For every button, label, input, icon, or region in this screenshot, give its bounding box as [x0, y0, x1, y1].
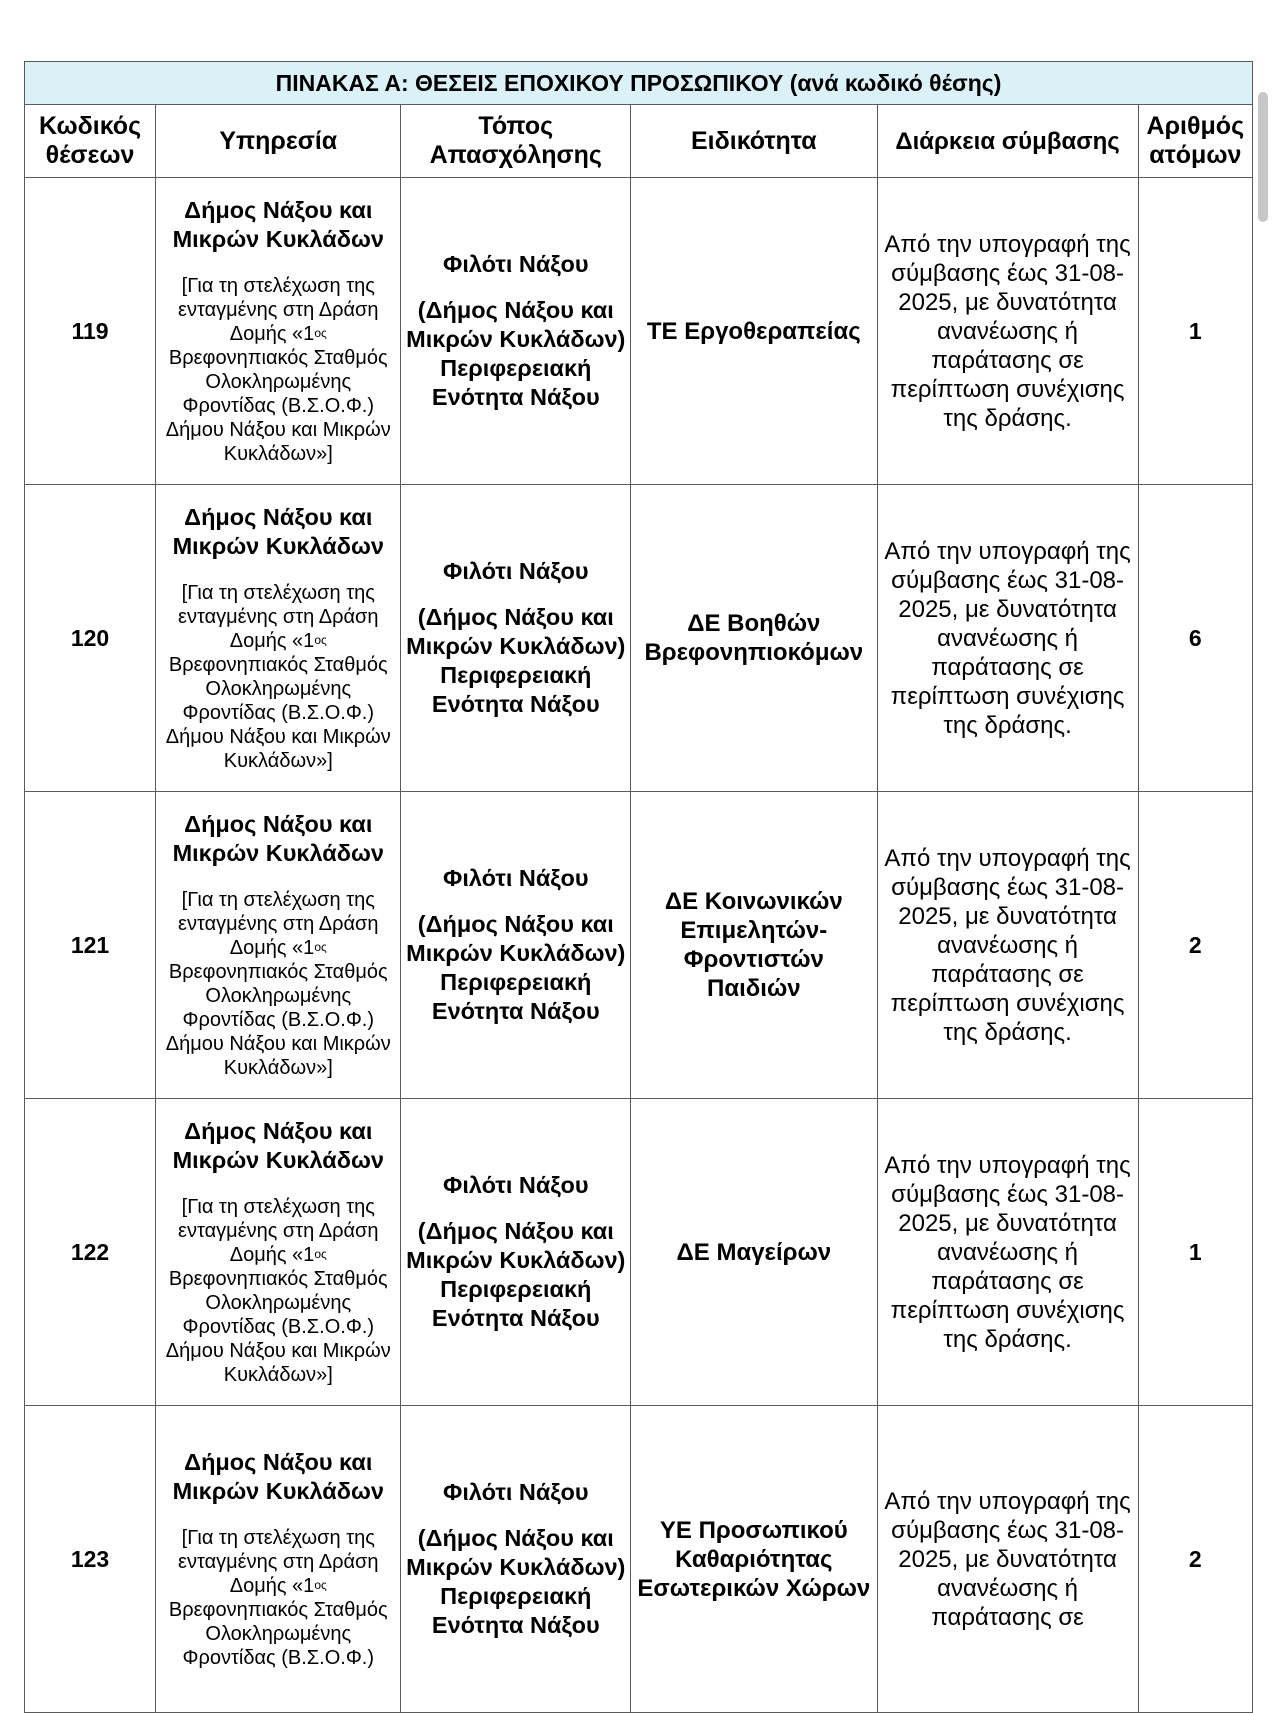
service-note-superscript: ος	[314, 1578, 327, 1592]
position-code-value: 123	[70, 1545, 110, 1572]
position-code-value: 120	[70, 624, 110, 651]
specialty: ΔΕ Μαγείρων	[676, 1238, 832, 1266]
duration: Από την υπογραφή της σύμβασης έως 31-08-2025, με δυνατότητα ανανέωσης ή παράτασης σε περίπτωση συνέχισης της δράσης.	[884, 1151, 1131, 1353]
header-place: Τόπος Απασχόλησης	[401, 105, 631, 178]
header-duration: Διάρκεια σύμβασης	[877, 105, 1138, 178]
place-cell	[401, 178, 631, 485]
service-cell	[156, 1099, 401, 1406]
service-note-superscript: ος	[314, 633, 327, 647]
table-row	[25, 1406, 1253, 1713]
position-code-value: 119	[71, 317, 109, 344]
scrollbar[interactable]	[1258, 92, 1268, 222]
service-note-text: [Για τη στελέχωση της ενταγμένης στη Δράση Δομής «1	[178, 889, 379, 959]
service-note-text-continued: Βρεφονηπιακός Σταθμός Ολοκληρωμένης Φροντίδας (Β.Σ.Ο.Φ.) Δήμου Νάξου και Μικρών Κυκλάδων»]	[165, 1268, 391, 1386]
service-note-text: [Για τη στελέχωση της ενταγμένης στη Δράση Δομής «1	[178, 1527, 379, 1597]
duration: Από την υπογραφή της σύμβασης έως 31-08-2025, με δυνατότητα ανανέωσης ή παράτασης σε	[884, 1487, 1131, 1631]
document-page	[24, 61, 1253, 1713]
specialty-cell	[631, 178, 877, 485]
duration-cell	[877, 1406, 1138, 1713]
service-note	[160, 1195, 396, 1387]
service-note-text: [Για τη στελέχωση της ενταγμένης στη Δράση Δομής «1	[178, 275, 379, 345]
place-main: Φιλότι Νάξου	[443, 251, 589, 277]
place-cell	[401, 792, 631, 1099]
table-row	[25, 792, 1253, 1099]
service-note-superscript: ος	[314, 940, 327, 954]
position-code-value: 121	[70, 931, 110, 958]
person-count: 6	[1188, 624, 1202, 651]
table-row	[25, 1099, 1253, 1406]
service-name: Δήμος Νάξου και Μικρών Κυκλάδων	[172, 1118, 384, 1173]
service-name: Δήμος Νάξου και Μικρών Κυκλάδων	[172, 1449, 384, 1504]
service-name: Δήμος Νάξου και Μικρών Κυκλάδων	[172, 197, 384, 252]
service-note	[160, 1526, 396, 1670]
person-count: 1	[1188, 1238, 1202, 1265]
duration: Από την υπογραφή της σύμβασης έως 31-08-2025, με δυνατότητα ανανέωσης ή παράτασης σε περίπτωση συνέχισης της δράσης.	[884, 230, 1131, 432]
service-note	[160, 888, 396, 1080]
count-cell	[1138, 485, 1252, 792]
specialty: ΤΕ Εργοθεραπείας	[646, 317, 861, 345]
service-name: Δήμος Νάξου και Μικρών Κυκλάδων	[172, 811, 384, 866]
place-main: Φιλότι Νάξου	[443, 1172, 589, 1198]
service-cell	[156, 178, 401, 485]
service-note-text: [Για τη στελέχωση της ενταγμένης στη Δράση Δομής «1	[178, 1196, 379, 1266]
header-count: Αριθμός ατόμων	[1138, 105, 1252, 178]
place-cell	[401, 1406, 631, 1713]
place-detail: (Δήμος Νάξου και Μικρών Κυκλάδων) Περιφερειακή Ενότητα Νάξου	[406, 297, 626, 410]
position-code	[25, 1099, 156, 1406]
service-name: Δήμος Νάξου και Μικρών Κυκλάδων	[172, 504, 384, 559]
person-count: 1	[1188, 317, 1202, 344]
position-code	[25, 485, 156, 792]
service-note-text-continued: Βρεφονηπιακός Σταθμός Ολοκληρωμένης Φροντίδας (Β.Σ.Ο.Φ.) Δήμου Νάξου και Μικρών Κυκλάδων»]	[165, 961, 391, 1079]
duration-cell	[877, 178, 1138, 485]
person-count: 2	[1188, 1545, 1202, 1572]
specialty: ΥΕ Προσωπικού Καθαριότητας Εσωτερικών Χώρων	[637, 1516, 871, 1602]
positions-table	[24, 61, 1253, 1713]
table-body	[25, 178, 1253, 1713]
place-detail: (Δήμος Νάξου και Μικρών Κυκλάδων) Περιφερειακή Ενότητα Νάξου	[406, 604, 626, 717]
service-cell	[156, 1406, 401, 1713]
specialty-cell	[631, 1099, 877, 1406]
duration-cell	[877, 485, 1138, 792]
service-note-text-continued: Βρεφονηπιακός Σταθμός Ολοκληρωμένης Φροντίδας (Β.Σ.Ο.Φ.) Δήμου Νάξου και Μικρών Κυκλάδων»]	[165, 347, 391, 465]
service-note	[160, 581, 396, 773]
service-note-text-continued: Βρεφονηπιακός Σταθμός Ολοκληρωμένης Φροντίδας (Β.Σ.Ο.Φ.)	[168, 1599, 388, 1669]
place-main: Φιλότι Νάξου	[443, 865, 589, 891]
header-code: Κωδικός θέσεων	[25, 105, 156, 178]
place-detail: (Δήμος Νάξου και Μικρών Κυκλάδων) Περιφερειακή Ενότητα Νάξου	[406, 911, 626, 1024]
header-row	[25, 105, 1253, 178]
service-note	[160, 274, 396, 466]
duration: Από την υπογραφή της σύμβασης έως 31-08-2025, με δυνατότητα ανανέωσης ή παράτασης σε περίπτωση συνέχισης της δράσης.	[884, 844, 1131, 1046]
count-cell	[1138, 178, 1252, 485]
person-count: 2	[1188, 931, 1202, 958]
specialty: ΔΕ Κοινωνικών Επιμελητών-Φροντιστών Παιδιών	[664, 888, 843, 1002]
place-cell	[401, 485, 631, 792]
position-code-value: 122	[70, 1238, 110, 1265]
service-note-superscript: ος	[314, 326, 327, 340]
position-code	[25, 178, 156, 485]
duration: Από την υπογραφή της σύμβασης έως 31-08-2025, με δυνατότητα ανανέωσης ή παράτασης σε περίπτωση συνέχισης της δράσης.	[884, 537, 1131, 739]
header-service: Υπηρεσία	[156, 105, 401, 178]
specialty-cell	[631, 792, 877, 1099]
service-note-superscript: ος	[314, 1247, 327, 1261]
service-note-text: [Για τη στελέχωση της ενταγμένης στη Δράση Δομής «1	[178, 582, 379, 652]
service-note-text-continued: Βρεφονηπιακός Σταθμός Ολοκληρωμένης Φροντίδας (Β.Σ.Ο.Φ.) Δήμου Νάξου και Μικρών Κυκλάδων»]	[165, 654, 391, 772]
place-cell	[401, 1099, 631, 1406]
place-main: Φιλότι Νάξου	[443, 1479, 589, 1505]
position-code	[25, 792, 156, 1099]
count-cell	[1138, 1099, 1252, 1406]
service-cell	[156, 485, 401, 792]
header-specialty: Ειδικότητα	[631, 105, 877, 178]
count-cell	[1138, 792, 1252, 1099]
service-cell	[156, 792, 401, 1099]
duration-cell	[877, 792, 1138, 1099]
place-detail: (Δήμος Νάξου και Μικρών Κυκλάδων) Περιφερειακή Ενότητα Νάξου	[406, 1525, 626, 1638]
specialty-cell	[631, 1406, 877, 1713]
table-title: ΠΙΝΑΚΑΣ Α: ΘΕΣΕΙΣ ΕΠΟΧΙΚΟΥ ΠΡΟΣΩΠΙΚΟΥ (ανά κωδικό θέσης)	[25, 62, 1253, 105]
table-row	[25, 485, 1253, 792]
place-main: Φιλότι Νάξου	[443, 558, 589, 584]
duration-cell	[877, 1099, 1138, 1406]
specialty: ΔΕ Βοηθών Βρεφονηπιοκόμων	[644, 610, 864, 666]
place-detail: (Δήμος Νάξου και Μικρών Κυκλάδων) Περιφερειακή Ενότητα Νάξου	[406, 1218, 626, 1331]
specialty-cell	[631, 485, 877, 792]
count-cell	[1138, 1406, 1252, 1713]
table-row	[25, 178, 1253, 485]
position-code	[25, 1406, 156, 1713]
